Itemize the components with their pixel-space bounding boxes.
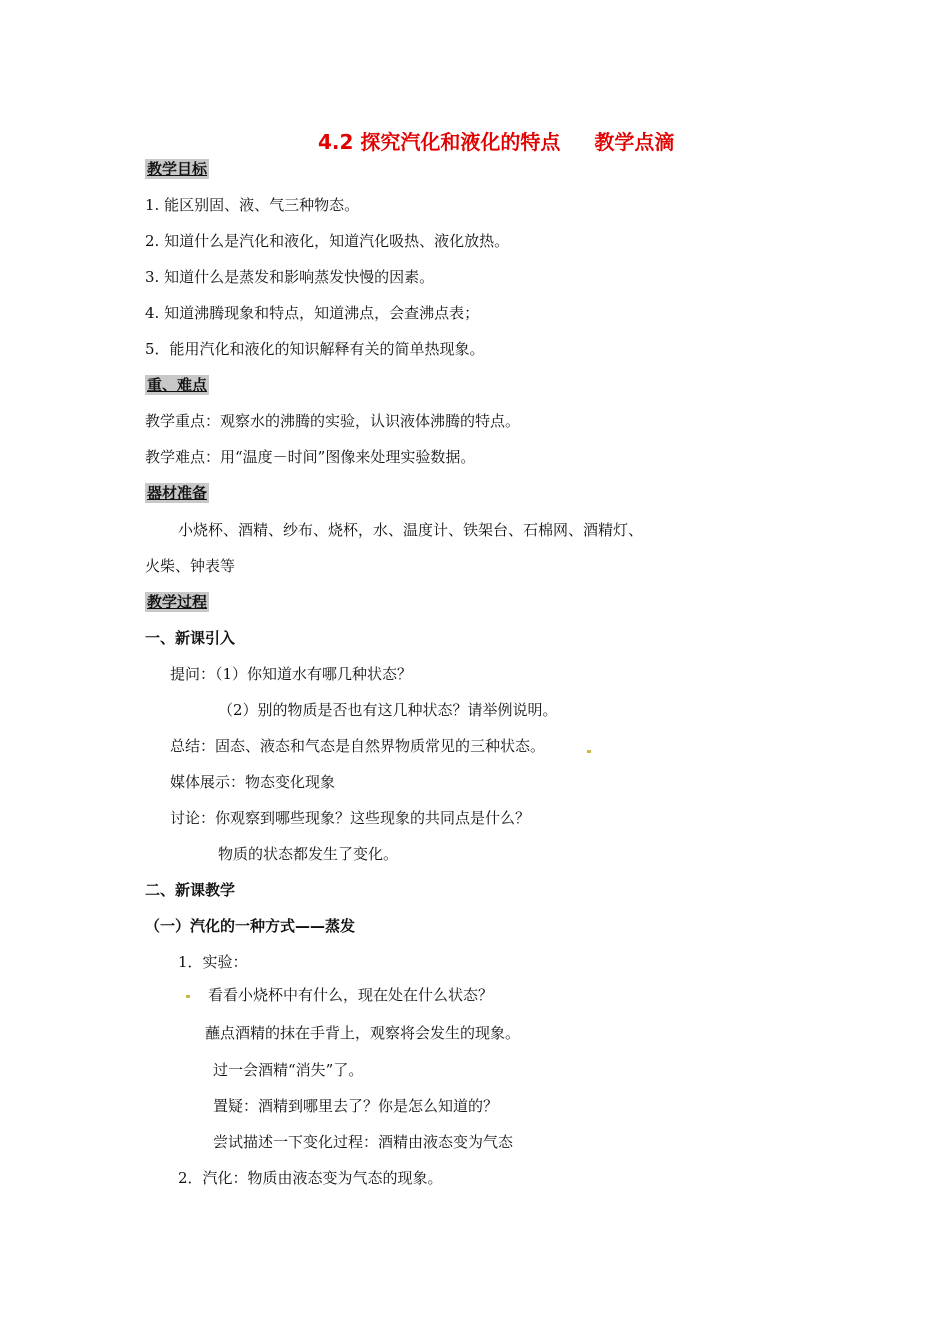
section-heading-materials: 器材准备 [147,484,208,502]
decorative-dot [587,750,591,753]
experiment-label: 1．实验： [178,953,248,971]
experiment-line: 看看小烧杯中有什么，现在处在什么状态？ [208,986,494,1004]
part2-title: 二、新课教学 [145,881,236,899]
question-1: 提问：（1）你知道水有哪几种状态？ [170,665,413,683]
objective-item: 5．能用汽化和液化的知识解释有关的简单热现象。 [145,340,485,358]
materials-line: 小烧杯、酒精、纱布、烧杯，水、温度计、铁架台、石棉网、酒精灯、 [178,521,644,539]
question-2: （2）别的物质是否也有这几种状态？请举例说明。 [218,701,558,719]
experiment-line: 过一会酒精“消失”了。 [213,1061,364,1079]
materials-line: 火柴、钟表等 [145,557,236,575]
experiment-line: 蘸点酒精的抹在手背上，观察将会发生的现象。 [205,1024,521,1042]
subsection-title: （一）汽化的一种方式——蒸发 [145,917,356,935]
experiment-line: 置疑：酒精到哪里去了？你是怎么知道的？ [213,1097,499,1115]
objective-item: 3. 知道什么是蒸发和影响蒸发快慢的因素。 [145,268,435,286]
objective-item: 4. 知道沸腾现象和特点，知道沸点，会查沸点表； [145,304,480,322]
focus-text: 教学重点：观察水的沸腾的实验，认识液体沸腾的特点。 [145,412,521,430]
difficulty-text: 教学难点：用“温度－时间”图像来处理实验数据。 [145,448,476,466]
definition-text: 2．汽化：物质由液态变为气态的现象。 [178,1169,443,1187]
experiment-line: 尝试描述一下变化过程：酒精由液态变为气态 [213,1133,514,1151]
media-text: 媒体展示：物态变化现象 [170,773,336,791]
section-heading-process: 教学过程 [147,593,208,611]
title-suffix: 教学点滴 [594,130,675,154]
section-heading-objectives: 教学目标 [147,160,208,178]
summary-text: 总结：固态、液态和气态是自然界物质常见的三种状态。 [170,737,546,755]
title-main: 4.2 探究汽化和液化的特点 [318,130,561,154]
objective-item: 2. 知道什么是汽化和液化，知道汽化吸热、液化放热。 [145,232,510,250]
discussion-answer: 物质的状态都发生了变化。 [218,845,399,863]
part1-title: 一、新课引入 [145,629,236,647]
page-title [318,126,674,155]
decorative-dot [186,995,190,998]
discussion-text: 讨论：你观察到哪些现象？这些现象的共同点是什么？ [170,809,531,827]
objective-item: 1. 能区别固、液、气三种物态。 [145,196,360,214]
section-heading-keypoints: 重、难点 [147,376,208,394]
